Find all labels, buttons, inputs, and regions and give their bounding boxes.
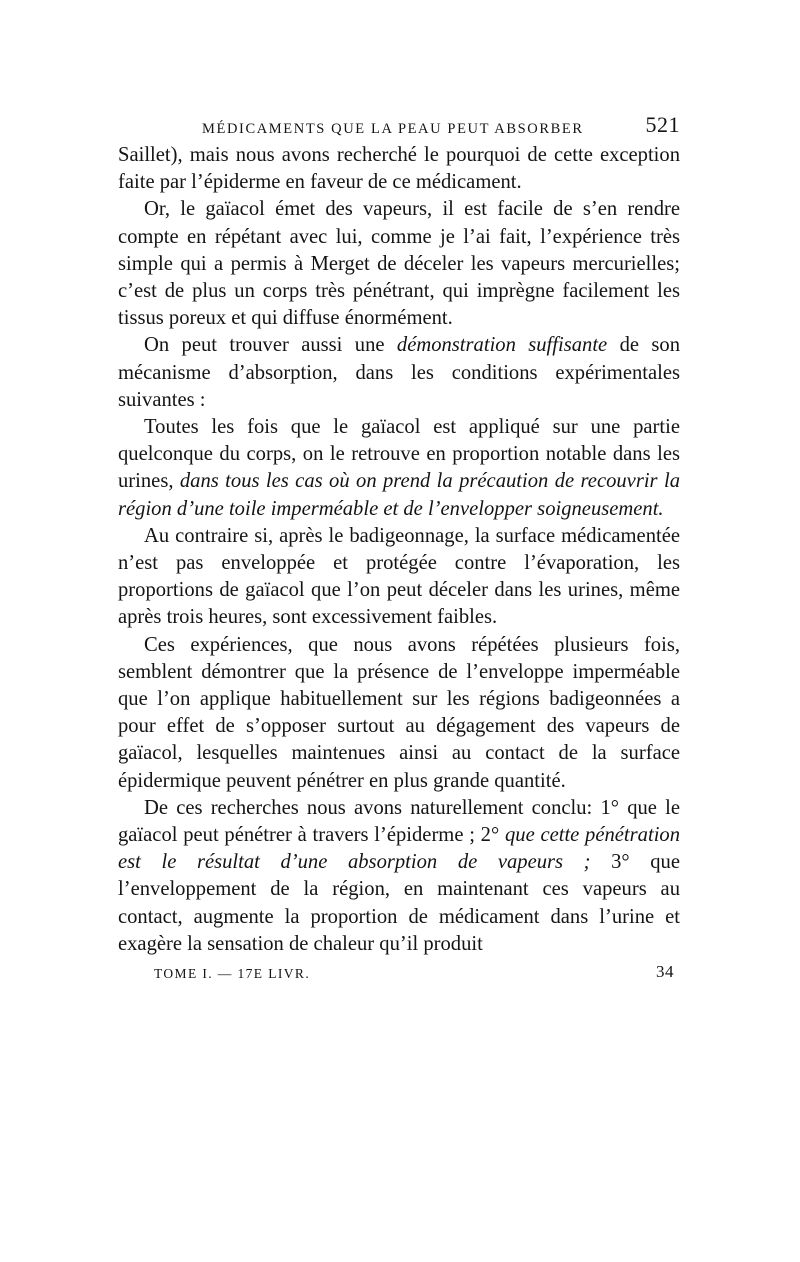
italic-text: démonstration suffisante (396, 334, 608, 357)
text-run: Toutes les fois que le gaïacol est appliqué sur une partie quelconque du corps, on le retrouve en proportion notable dans les urines, (118, 416, 680, 493)
italic-text: dans tous les cas où on prend la précaution de recouvrir la région d’une toile imperméable et de l’envelopper soigneusement. (118, 470, 680, 520)
text-run: de son mécanisme d’absorption, dans les conditions expérimentales suivantes : (118, 334, 680, 411)
text-run: De ces recherches nous avons naturellement conclu: 1° que le gaïacol peut pénétrer à travers l’épiderme ; 2° (118, 796, 680, 847)
book-page (118, 112, 680, 986)
text-run: On peut trouver aussi une (144, 334, 397, 357)
text-run: Au contraire si, après le badigeonnage, la surface médicamentée n’est pas enveloppée et protégée contre l’évaporation, les proportions de gaïacol que l’on peut déceler dans les urines, même après trois heures, sont excessivement faibles. (118, 524, 680, 629)
paragraph (118, 523, 680, 632)
page-number: 521 (645, 112, 680, 137)
paragraph (118, 196, 680, 332)
text-run: 3° que l’enveloppement de la région, en maintenant ces vapeurs au contact, augmente la proportion de médicament dans l’urine et exagère la sensation de chaleur qu’il produit (118, 851, 680, 955)
italic-text: que cette pénétration est le résultat d’une absorption de vapeurs ; (118, 824, 681, 874)
paragraph (118, 332, 680, 414)
body-text (118, 142, 680, 958)
paragraph (118, 795, 680, 958)
tome-livraison: TOME I. — 17E LIVR. (154, 966, 311, 982)
paragraph (118, 632, 680, 795)
paragraph (118, 414, 680, 523)
running-head (118, 112, 680, 142)
page-footer (118, 962, 680, 986)
signature-mark: 34 (656, 962, 674, 982)
text-run: Saillet), mais nous avons recherché le pourquoi de cette exception faite par l’épiderme en faveur de ce médicament. (118, 144, 680, 194)
text-run: Or, le gaïacol émet des vapeurs, il est facile de s’en rendre compte en répétant avec lui, comme je l’ai fait, l’expérience très simple qui a permis à Merget de déceler les vapeurs mercurielles; c’est de plus un corps très pénétrant, qui imprègne facilement les tissus poreux et qui diffuse énormément. (118, 198, 680, 330)
paragraph (118, 142, 680, 196)
running-title: MÉDICAMENTS QUE LA PEAU PEUT ABSORBER (202, 121, 584, 137)
text-run: Ces expériences, que nous avons répétées plusieurs fois, semblent démontrer que la présence de l’enveloppe imperméable que l’on applique habituellement sur les régions badigeonnées a pour effet de s’opposer surtout au dégagement des vapeurs de gaïacol, lesquelles maintenues ainsi au contact de la surface épidermique peuvent pénétrer en plus grande quantité. (118, 633, 680, 792)
